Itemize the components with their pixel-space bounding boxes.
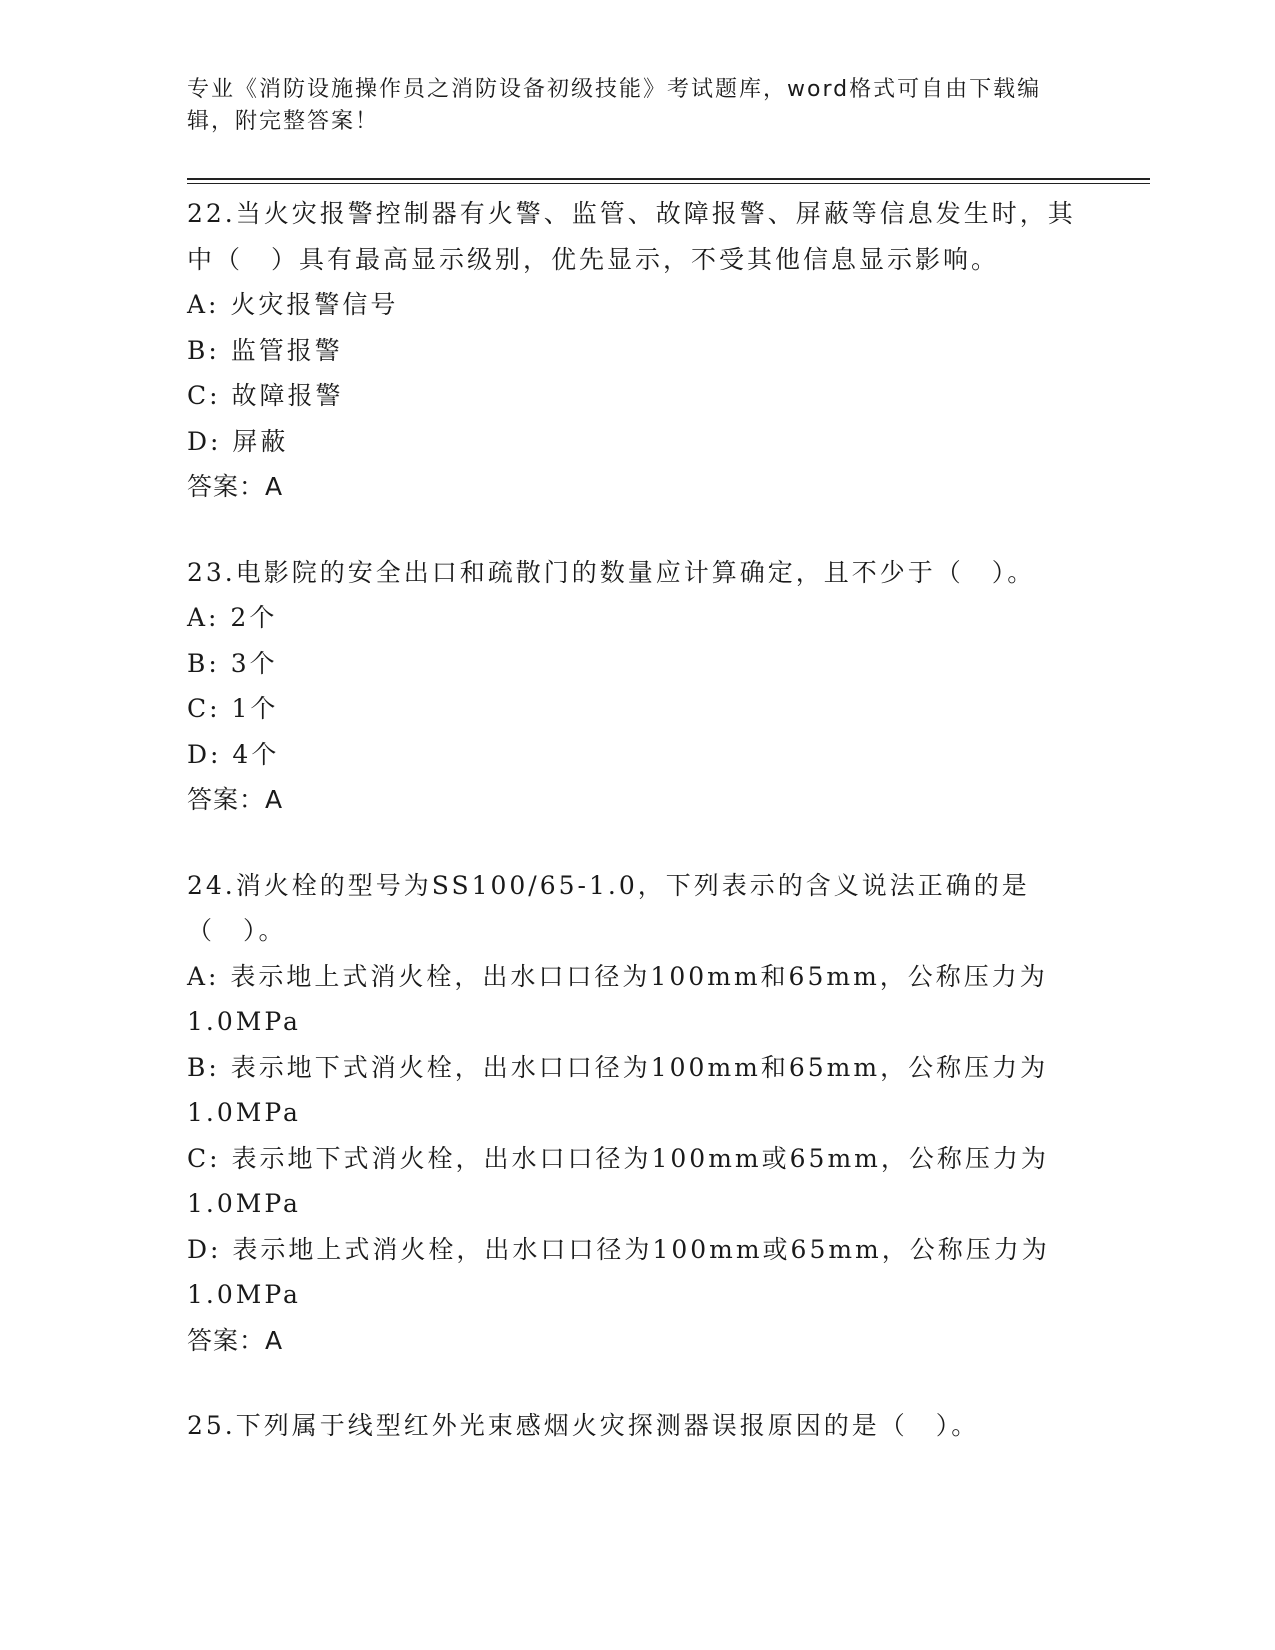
option-b: B: 3个 [187, 648, 278, 678]
question-stem: 23.电影院的安全出口和疏散门的数量应计算确定，且不少于（ ）。 [187, 557, 1036, 587]
answer-text: 答案：A [187, 472, 284, 501]
question-24 [187, 863, 1087, 1364]
question-stem: 24.消火栓的型号为SS100/65-1.0，下列表示的含义说法正确的是（ ）。 [187, 870, 1030, 945]
option-b: B: 表示地下式消火栓，出水口口径为100mm和65mm，公称压力为1.0MPa [187, 1052, 1049, 1127]
option-a: A: 2个 [187, 603, 278, 632]
option-c: C: 表示地下式消火栓，出水口口径为100mm或65mm，公称压力为1.0MPa [187, 1143, 1049, 1218]
option-d: D: 4个 [187, 739, 280, 769]
question-22 [187, 191, 1087, 510]
option-c: C: 故障报警 [187, 381, 344, 410]
answer-text: 答案：A [187, 785, 284, 814]
answer-text: 答案：A [187, 1325, 284, 1355]
question-stem: 25.下列属于线型红外光束感烟火灾探测器误报原因的是（ ）。 [187, 1411, 980, 1440]
question-25 [187, 1403, 1087, 1449]
option-d: D: 表示地上式消火栓，出水口口径为100mm或65mm，公称压力为1.0MPa [187, 1234, 1050, 1309]
document-intro: 专业《消防设施操作员之消防设备初级技能》考试题库，word格式可自由下载编辑，附完整答案！ [187, 77, 1042, 134]
option-a: A: 火灾报警信号 [187, 290, 399, 319]
option-b: B: 监管报警 [187, 335, 343, 365]
question-list [187, 191, 1087, 1489]
header-divider-thick [187, 178, 1150, 180]
question-stem: 22.当火灾报警控制器有火警、监管、故障报警、屏蔽等信息发生时，其中（ ）具有最高显示级别，优先显示，不受其他信息显示影响。 [187, 199, 1076, 274]
option-d: D: 屏蔽 [187, 426, 289, 456]
option-c: C: 1个 [187, 694, 279, 723]
question-23 [187, 550, 1087, 823]
header-divider-thin [187, 183, 1150, 184]
option-a: A: 表示地上式消火栓，出水口口径为100mm和65mm，公称压力为1.0MPa [187, 961, 1048, 1036]
